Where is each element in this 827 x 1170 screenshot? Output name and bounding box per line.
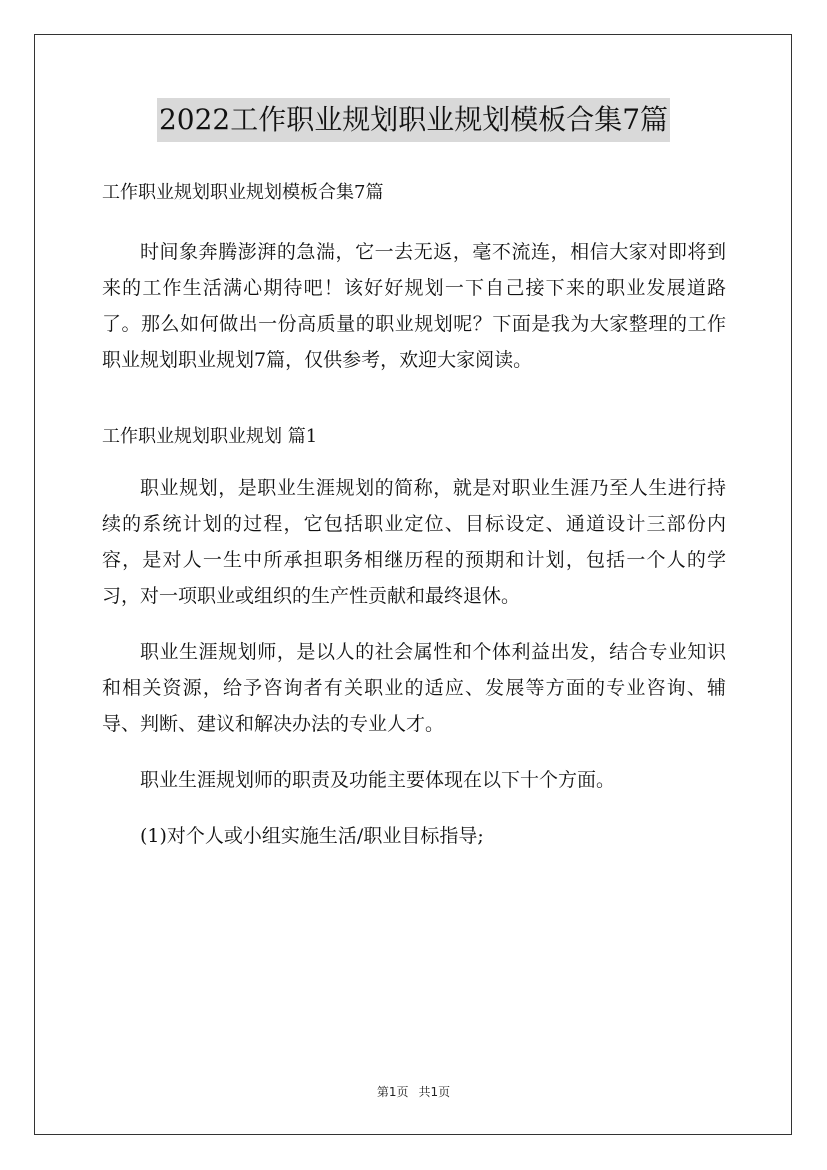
title-container [0,98,827,142]
page-number: 第1页 [376,1085,409,1099]
page-footer [0,1083,827,1100]
intro-paragraph: 时间象奔腾澎湃的急湍，它一去无返，毫不流连，相信大家对即将到来的工作生活满心期待吧！该好好规划一下自己接下来的职业发展道路了。那么如何做出一份高质量的职业规划呢？下面是我为大家整理的工作职业规划职业规划7篇，仅供参考，欢迎大家阅读。 [102,241,726,371]
document-subtitle: 工作职业规划职业规划模板合集7篇 [102,182,384,203]
document-title: 2022工作职业规划职业规划模板合集7篇 [157,98,670,142]
section-heading: 工作职业规划职业规划 篇1 [102,426,318,447]
document-body [102,176,726,874]
page-total: 共1页 [418,1085,451,1099]
body-paragraph: 职业生涯规划师的职责及功能主要体现在以下十个方面。 [140,769,616,791]
body-paragraph: 职业规划，是职业生涯规划的简称，就是对职业生涯乃至人生进行持续的系统计划的过程，它包括职业定位、目标设定、通道设计三部份内容，是对人一生中所承担职务相继历程的预期和计划，包括一个人的学习，对一项职业或组织的生产性贡献和最终退休。 [102,477,726,607]
body-paragraph: 职业生涯规划师，是以人的社会属性和个体利益出发，结合专业知识和相关资源，给予咨询者有关职业的适应、发展等方面的专业咨询、辅导、判断、建议和解决办法的专业人才。 [102,641,726,735]
body-paragraph: (1)对个人或小组实施生活/职业目标指导; [140,825,484,847]
